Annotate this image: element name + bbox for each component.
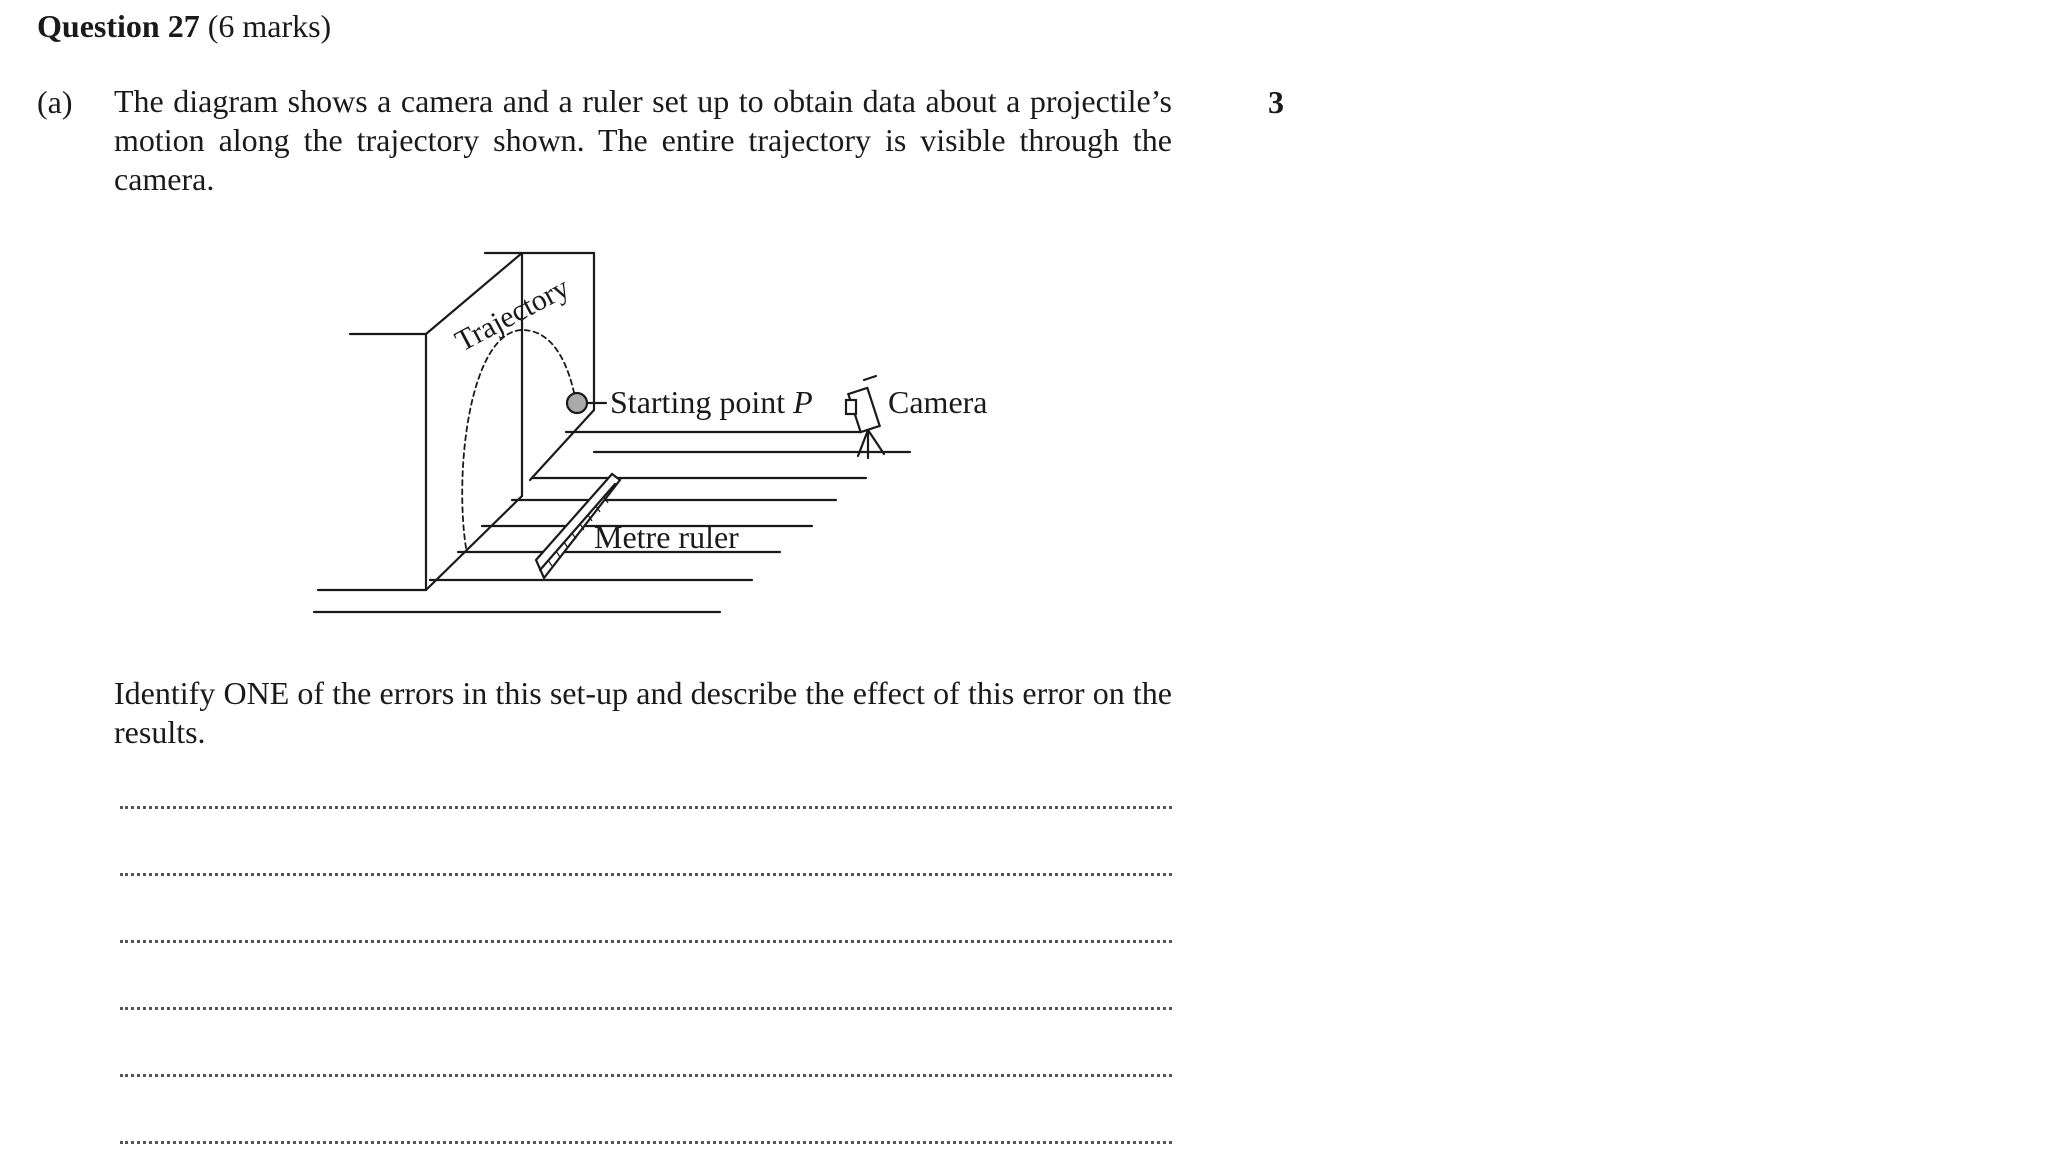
answer-line[interactable] xyxy=(120,1141,1172,1144)
part-a-label: (a) xyxy=(37,84,73,120)
question-marks: (6 marks) xyxy=(207,8,332,44)
answer-line[interactable] xyxy=(120,940,1172,943)
answer-line[interactable] xyxy=(120,806,1172,809)
question-title: Question 27 xyxy=(37,8,200,44)
trajectory-label: Trajectory xyxy=(449,270,575,359)
answer-line[interactable] xyxy=(120,1074,1172,1077)
camera-label: Camera xyxy=(888,384,988,420)
answer-line[interactable] xyxy=(120,873,1172,876)
part-a-intro-text: The diagram shows a camera and a ruler set up to obtain data about a projectile’s motion along the trajectory shown. The entire trajectory is visible through the camera. xyxy=(114,83,1172,197)
part-a-task-text: Identify ONE of the errors in this set-up and describe the effect of this error on the results. xyxy=(114,675,1172,750)
starting-point-label: Starting point P xyxy=(610,384,813,420)
metre-ruler-label: Metre ruler xyxy=(594,519,739,555)
part-a-marks: 3 xyxy=(1268,84,1284,120)
answer-line[interactable] xyxy=(120,1007,1172,1010)
